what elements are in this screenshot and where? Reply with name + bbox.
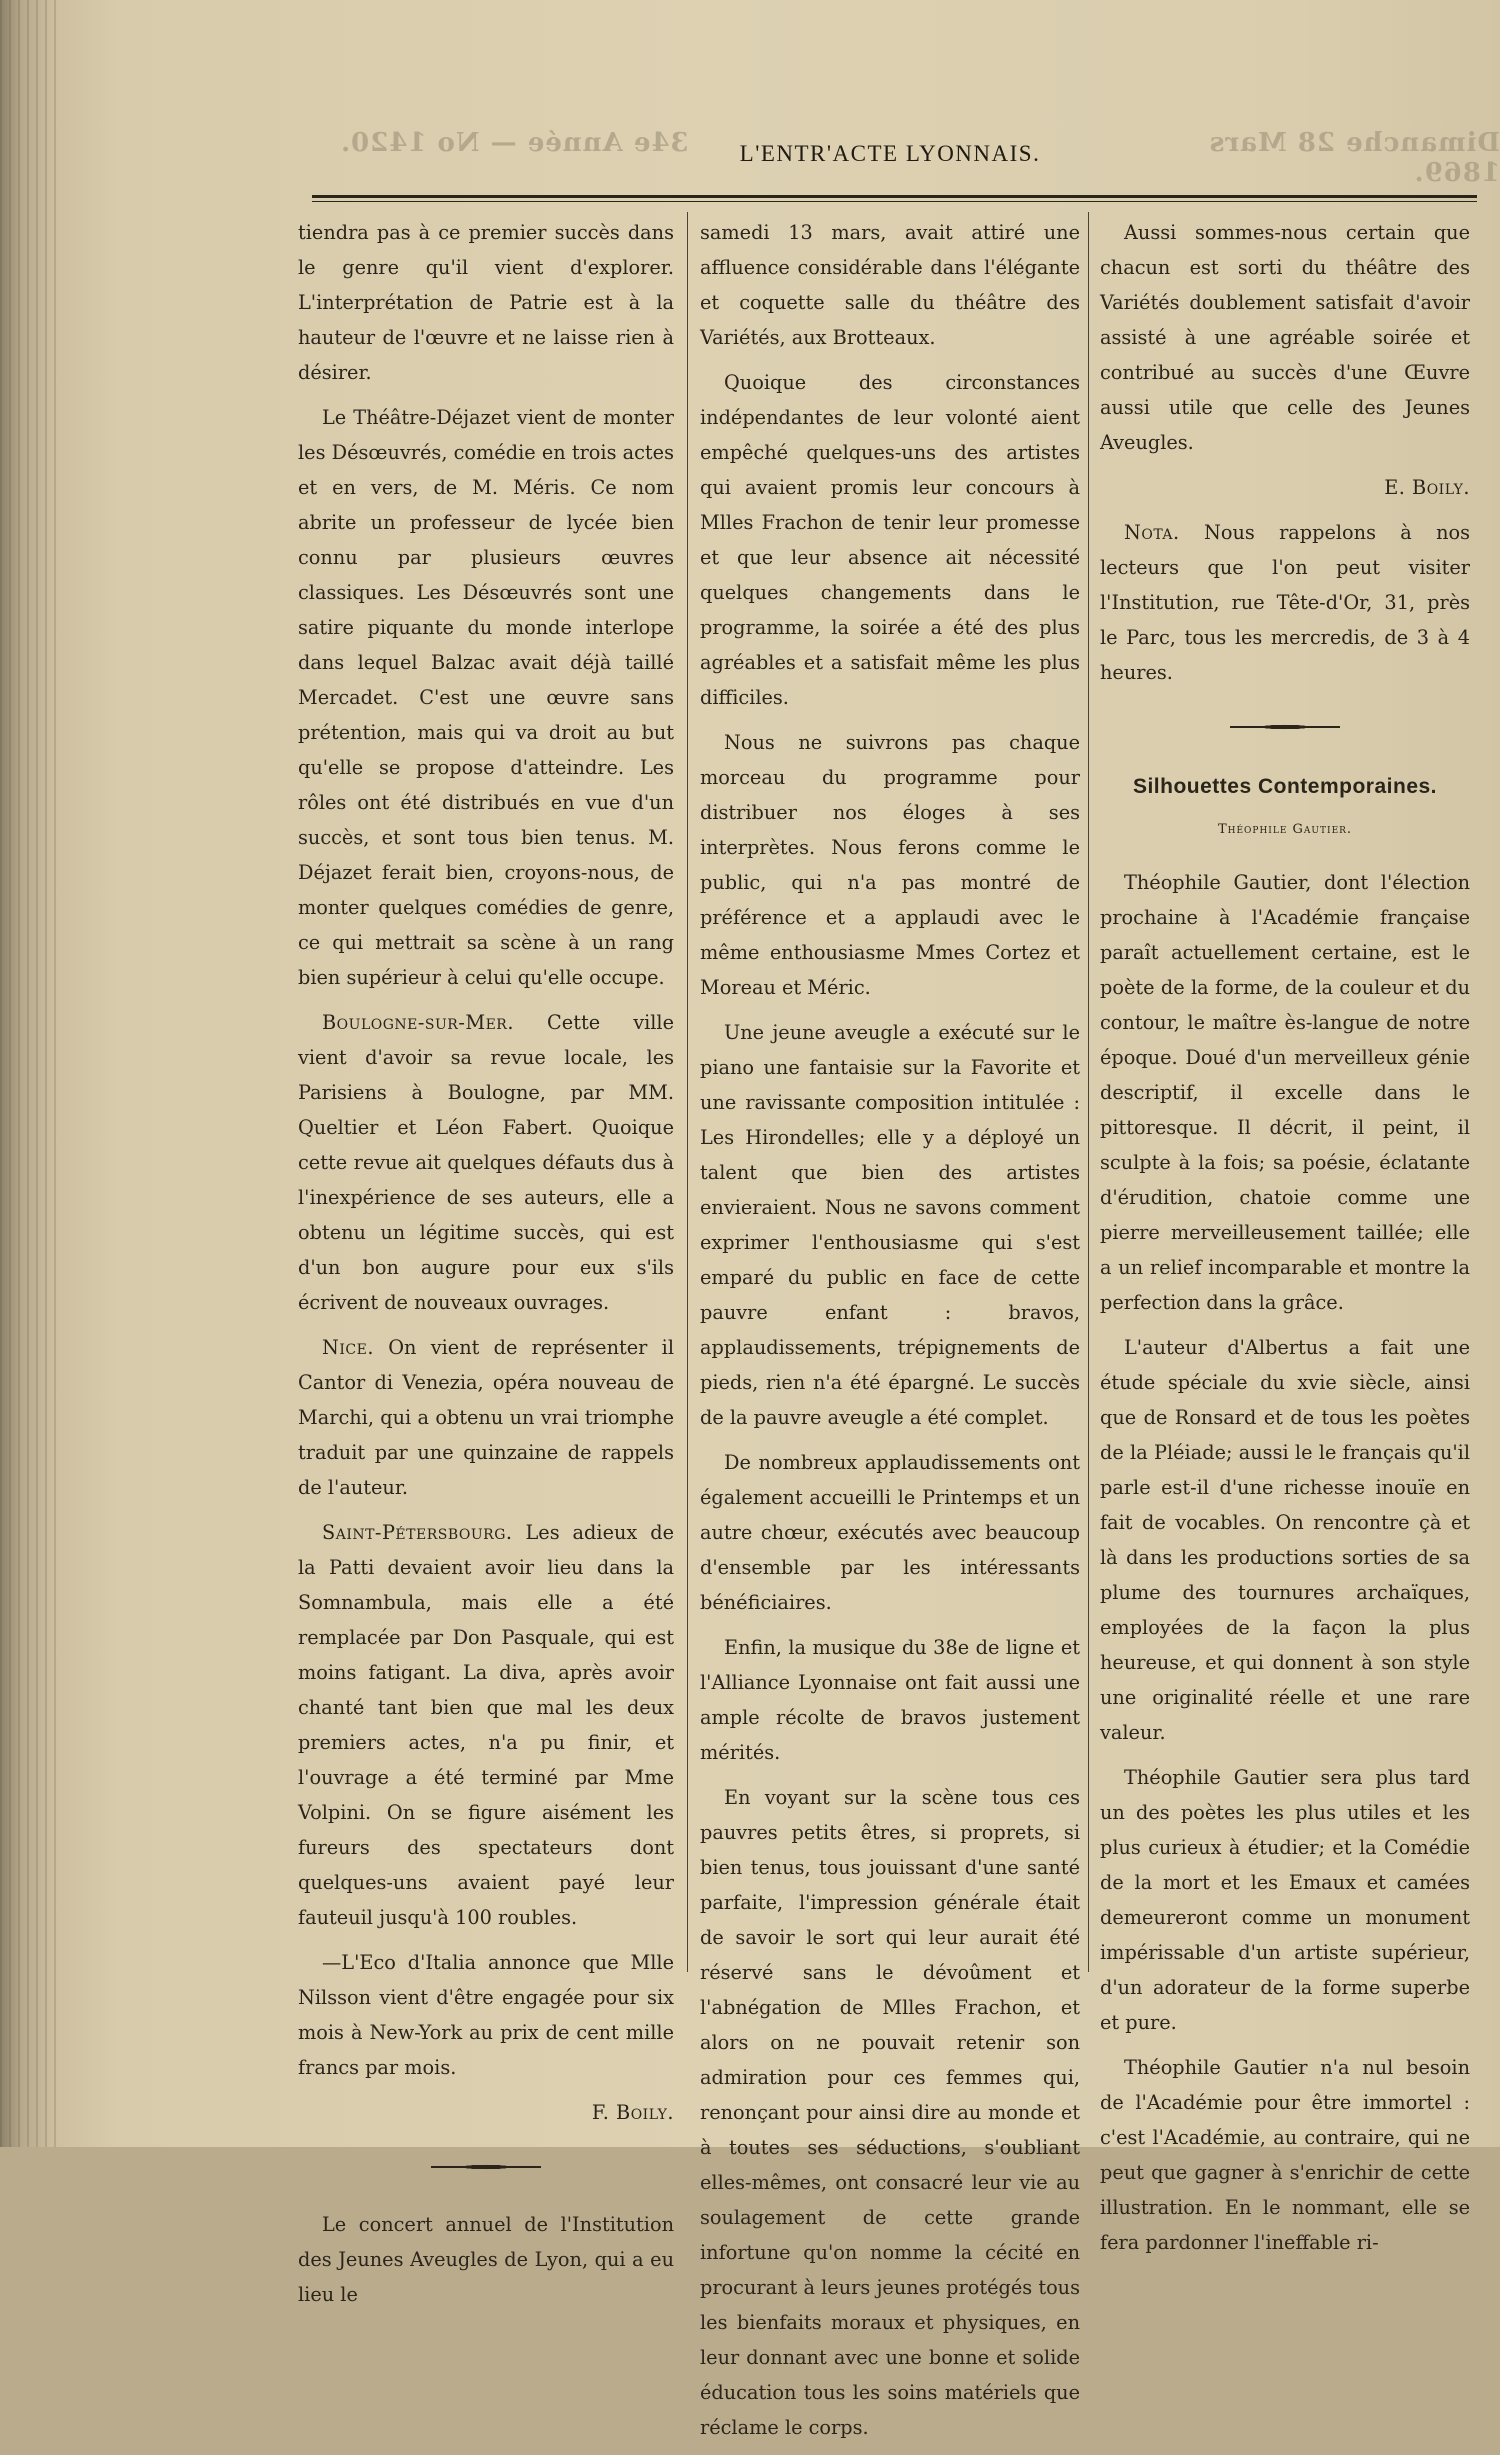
header-rule-thin [312,201,1477,202]
paragraph: Aussi sommes-nous certain que chacun est sorti du théâtre des Variétés doublement satisfait d'avoir assisté à une agréable soirée et contribué au succès d'une Œuvre aussi utile que celle des Jeunes Aveugles. [1100,221,1470,454]
bleed-through-right: Dimanche 28 Mars 1869. [1208,128,1500,188]
paragraph-text: Nous rappelons à nos lecteurs que l'on peut visiter l'Institution, rue Tête-d'Or, 31, près le Parc, tous les mercredis, de 3 à 4 heures. [1100,521,1470,684]
paragraph: samedi 13 mars, avait attiré une affluence considérable dans l'élégante et coquette salle du théâtre des Variétés, aux Brotteaux. [700,221,1080,349]
paragraph-text: Les adieux de la Patti devaient avoir lieu dans la Somnambula, mais elle a été remplacée par Don Pasquale, qui est moins fatigant. La diva, après avoir chanté tant bien que mal les deux premiers actes, n'a pu finir, et l'ouvrage a été terminé par Mme Volpini. On se figure aisément les fureurs des spectateurs dont quelques-uns avaient payé leur fauteuil jusqu'à 100 roubles. [298,1521,674,1929]
paragraph: —L'Eco d'Italia annonce que Mlle Nilsson vient d'être engagée pour six mois à New-York au prix de cent mille francs par mois. [298,1951,674,2079]
ornament-divider [298,2148,674,2183]
paragraph: Le concert annuel de l'Institution des Jeunes Aveugles de Lyon, qui a eu lieu le [298,2213,674,2306]
paragraph: Quoique des circonstances indépendantes de leur volonté aient empêché quelques-uns des artistes qui avaient promis leur concours à Mlles Frachon de tenir leur promesse et que leur absence ait nécessité quelques changements dans le programme, la soirée a été des plus agréables et a satisfait même les plus difficiles. [700,371,1080,709]
paragraph-text: On vient de représenter il Cantor di Venezia, opéra nouveau de Marchi, qui a obtenu un vrai triomphe traduit par une quinzaine de rappels de l'auteur. [298,1336,674,1499]
paragraph: Théophile Gautier, dont l'élection prochaine à l'Académie française paraît actuellement certaine, est le poète de la forme, de la couleur et du contour, le maître ès-langue de notre époque. Doué d'un merveilleux génie descriptif, il excelle dans le pittoresque. Il décrit, il peint, il sculpte à la fois; sa poésie, éclatante d'érudition, chatoie comme une pierre merveilleusement taillée; elle a un relief incomparable et montre la perfection dans la grâce. [1100,871,1470,1314]
ornament-divider [1100,708,1470,743]
column-3 [1100,215,1470,2270]
paragraph: Théophile Gautier n'a nul besoin de l'Académie pour être immortel : c'est l'Académie, au contraire, qui ne peut que gagner à s'enrichir de cette illustration. En le nommant, elle se fera pardonner l'ineffable ri- [1100,2056,1470,2254]
paragraph [298,1005,674,1320]
paragraph: Le Théâtre-Déjazet vient de monter les Désœuvrés, comédie en trois actes et en vers, de M. Méris. Ce nom abrite un professeur de lycée bien connu par plusieurs œuvres classiques. Les Désœuvrés sont une satire piquante du monde interlope dans lequel Balzac avait déjà taillé Mercadet. C'est une œuvre sans prétention, mais qui va droit au but qu'elle se propose d'atteindre. Les rôles ont été distribués en vue d'un succès, et sont tous bien tenus. M. Déjazet ferait bien, croyons-nous, de monter quelques comédies de genre, ce qui mettrait sa scène à un rang bien supérieur à celui qu'elle occupe. [298,406,674,989]
column-2 [700,215,1080,2455]
header-rule [312,195,1477,198]
page-title: L'ENTR'ACTE LYONNAIS. [739,141,1041,166]
signature: F. Boily. [591,2101,674,2124]
paragraph: Nous ne suivrons pas chaque morceau du programme pour distribuer nos éloges à ses interprètes. Nous ferons comme le public, qui n'a pas montré de préférence et a applaudi avec le même enthousiasme Mmes Cortez et Moreau et Méric. [700,731,1080,999]
nota-label: Nota. [1124,521,1180,544]
column-divider [1088,212,1089,1972]
dateline: Saint-Pétersbourg. [322,1521,513,1544]
paragraph [298,1330,674,1505]
paragraph: tiendra pas à ce premier succès dans le genre qu'il vient d'explorer. L'interprétation de Patrie est à la hauteur de l'œuvre et ne laisse rien à désirer. [298,221,674,384]
paragraph: Théophile Gautier sera plus tard un des poètes les plus utiles et les plus curieux à étudier; et la Comédie de la mort et les Emaux et camées demeureront comme un monument impérissable d'un artiste supérieur, d'un adorateur de la forme superbe et pure. [1100,1766,1470,2034]
paragraph: Enfin, la musique du 38e de ligne et l'Alliance Lyonnaise ont fait aussi une ample récolte de bravos justement mérités. [700,1636,1080,1764]
section-subtitle: Théophile Gautier. [1217,822,1353,837]
paragraph-text: Cette ville vient d'avoir sa revue locale, les Parisiens à Boulogne, par MM. Queltier et Léon Fabert. Quoique cette revue ait quelques défauts dus à l'inexpérience de ses auteurs, elle a obtenu un légitime succès, qui est d'un bon augure pour eux s'ils écrivent de nouveaux ouvrages. [298,1011,674,1314]
paragraph [298,1515,674,1935]
nota-paragraph [1100,515,1470,690]
column-divider [687,212,688,1972]
bleed-through-left: 34e Année — No 1420. [340,128,689,158]
dateline: Nice. [322,1336,374,1359]
column-1 [298,215,674,2322]
paragraph: En voyant sur la scène tous ces pauvres petits êtres, si proprets, si bien tenus, tous jouissant d'une santé parfaite, l'impression générale était de savoir le sort qui leur aurait été réservé sans le dévoûment et l'abnégation de Mlles Frachon, et alors on ne pouvait retenir son admiration pour ces femmes qui, renonçant pour ainsi dire au monde et à toutes ses séductions, s'oubliant elles-mêmes, ont consacré leur vie au soulagement de cette grande infortune qu'on nomme la cécité en procurant à leurs jeunes protégés tous les bienfaits moraux et physiques, en leur donnant avec une bonne et solide éducation tous les soins matériels que réclame le corps. [700,1786,1080,2439]
paragraph: De nombreux applaudissements ont également accueilli le Printemps et un autre chœur, exécutés avec beaucoup d'ensemble par les intéressants bénéficiaires. [700,1451,1080,1614]
dateline: Boulogne-sur-Mer. [322,1011,514,1034]
paragraph: Une jeune aveugle a exécuté sur le piano une fantaisie sur la Favorite et une ravissante composition intitulée : Les Hirondelles; elle y a déployé un talent que bien des artistes envieraient. Nous ne savons comment exprimer l'enthousiasme qui s'est emparé du public en face de cette pauvre enfant : bravos, applaudissements, trépignements de pieds, rien n'a été épargné. Le succès de la pauvre aveugle a été complet. [700,1021,1080,1429]
binding-edge [0,0,58,2147]
signature: E. Boily. [1384,476,1470,499]
section-title: Silhouettes Contemporaines. [1132,775,1438,798]
paragraph: L'auteur d'Albertus a fait une étude spéciale du xvie siècle, ainsi que de Ronsard et de tous les poètes de la Pléiade; aussi le le français qu'il parle est-il d'une richesse inouïe en fait de vocables. On rencontre çà et là dans les productions sorties de sa plume des tournures archaïques, employées de la façon la plus heureuse, et qui donnent à son style une originalité réelle et une rare valeur. [1100,1336,1470,1744]
